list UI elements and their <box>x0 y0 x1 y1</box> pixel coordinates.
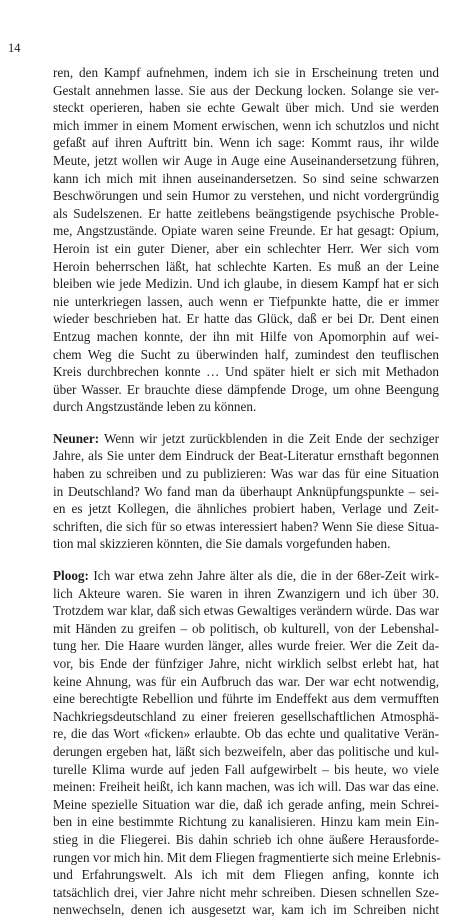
text-line: eine berechtigte Rebellion und führte im Endeffekt aus dem vermufften <box>53 691 439 707</box>
text-line: vor, bis Ende der fünfziger Jahre, nicht wirklich selbst erlebt hat, hat <box>53 656 439 671</box>
speaker-name: Neuner: <box>53 430 100 446</box>
text-line: durch Angstzustände leben zu können. <box>53 399 257 415</box>
text-line: und Erfahrungswelt. Als ich mit dem Fliegen anfing, konnte ich <box>53 867 439 883</box>
page-number: 14 <box>8 41 21 55</box>
text-line: en es jetzt Kollegen, die ähnliches probiert haben, Verlage und Zeit- <box>53 501 439 517</box>
text-line: derungen ergeben hat, läßt sich bezweifeln, aber das politische und kul- <box>53 743 439 759</box>
text-line: mit Händen zu greifen – ob politisch, ob kulturell, von der Lebenshal- <box>53 620 439 636</box>
text-line: bleiben wie jede Medizin. Und ich glaube, in diesem Kampf hat er sich <box>53 276 439 292</box>
text-line: tion mal skizzieren könnten, die Sie damals vorgefunden haben. <box>53 536 391 552</box>
line-text: Wenn wir jetzt zurückblenden in die Zeit Ende der sechziger <box>103 430 439 446</box>
paragraph <box>53 64 439 416</box>
line-text: Ich war etwa zehn Jahre älter als die, die in der 68er-Zeit wirk- <box>93 568 439 584</box>
text-line: tung her. Die Haare wurden länger, alles wurde freier. Wer die Zeit da- <box>53 638 439 654</box>
text-line: stieg in die Fliegerei. Bis dahin schrieb ich ohne äußere Herausforde- <box>53 831 439 847</box>
text-line: wieder beschrieben hat. Er hatte das Glück, daß er bei Dr. Dent einen <box>53 311 439 327</box>
text-line: Entzug machen konnte, der ihn mit Hilfe von Apomorphin auf wei- <box>53 328 439 344</box>
text-line: chem Weg die Sucht zu überwinden half, zumindest den teuflischen <box>53 346 439 362</box>
text-line: nie unterkriegen lassen, auch wenn er Tiefpunkte hatte, die er immer <box>53 293 439 309</box>
text-line: Heroin ist ein guter Diener, aber ein schlechter Herr. Wer sich vom <box>53 240 439 256</box>
text-line: re, die das Wort «ficken» erlaubte. Ob das echte und qualitative Verän- <box>53 726 439 742</box>
text-line: nenwechseln, denen ich ausgesetzt war, kam ich im Schreiben nicht <box>53 902 439 918</box>
text-line: kann ich mich mit ihnen auseinandersetzen. So sind seine schwarzen <box>53 170 439 186</box>
text-line <box>53 567 439 585</box>
text-line: Gestalt annehmen lasse. Sie aus der Deckung locken. Solange sie ver- <box>53 82 439 98</box>
text-line: me, Angstzustände. Opiate waren seine Freunde. Er hat gesagt: Opium, <box>53 223 439 239</box>
text-line: keine Ahnung, was für ein Aufbruch das war. Der war echt notwendig, <box>53 673 439 689</box>
text-line: Nachkriegsdeutschland zu einer freieren gesellschaftlichen Atmosphä- <box>53 708 439 724</box>
paragraph <box>53 567 439 919</box>
text-line: Trotzdem war klar, daß sich etwas Gewaltiges verändern würde. Das war <box>53 603 439 619</box>
speaker-name: Ploog: <box>53 568 89 584</box>
text-line: gefaßt auf ihren Auftritt bin. Wenn ich sage: Kommt raus, ihr wilde <box>53 135 439 151</box>
body-text <box>53 64 439 919</box>
text-line: Jahre, als Sie unter dem Eindruck der Beat-Literatur ernsthaft begonnen <box>53 448 439 464</box>
paragraph-gap <box>53 553 439 567</box>
text-line: Meine spezielle Situation war die, daß ich gerade anfing, mein Schrei- <box>53 796 439 812</box>
text-line: ben in eine bestimmte Richtung zu kanalisieren. Hinzu kam mein Ein- <box>53 814 439 830</box>
paragraph <box>53 430 439 553</box>
text-line: haben zu schreiben und zu publizieren: Was war das für eine Situation <box>53 466 439 482</box>
text-line: Heroin beherrschen läßt, hat schlechte Karten. Es muß an der Leine <box>53 258 439 274</box>
text-line: lich Akteure waren. Sie waren in ihren Zwanzigern und ich über 30. <box>53 585 439 601</box>
text-line: mich immer in einem Moment erwischen, wenn ich schutzlos und nicht <box>53 117 439 133</box>
paragraph-gap <box>53 416 439 430</box>
text-line: in Deutschland? Wo fand man da überhaupt Anknüpfungspunkte – sei- <box>53 483 439 499</box>
text-line: Meute, jetzt wollen wir Auge in Auge eine Auseinandersetzung führen, <box>53 152 439 168</box>
text-line: rungen vor mich hin. Mit dem Fliegen fragmentierte sich meine Erlebnis- <box>53 849 441 865</box>
text-line: meinen: Freiheit heißt, ich kann machen, was ich will. Das war das eine. <box>53 779 439 795</box>
text-line: schriften, die sich für so etwas interessiert haben? Wenn Sie diese Situa- <box>53 518 439 534</box>
text-line: ren, den Kampf aufnehmen, indem ich sie in Erscheinung treten und <box>53 65 439 80</box>
text-line <box>53 430 439 448</box>
text-line: Beschwörungen und sein Humor zu verstehen, und nicht vordergründig <box>53 188 439 204</box>
text-line: Kreis durchbrechen konnte … Und später hielt er sich mit Methadon <box>53 364 439 380</box>
text-line: über Wasser. Er brauchte diese dämpfende Droge, um ohne Beengung <box>53 381 439 397</box>
text-line: als Sudelszenen. Er hatte zeitlebens beängstigende psychische Proble- <box>53 205 439 221</box>
text-line: turelle Klima wurde auf jeden Fall aufgewirbelt – bis heute, wo viele <box>53 761 439 777</box>
text-line: tatsächlich drei, vier Jahre nicht mehr schreiben. Diesen schnellen Sze- <box>53 884 439 900</box>
text-line: steckt operieren, haben sie echte Gewalt über mich. Und sie werden <box>53 100 439 116</box>
